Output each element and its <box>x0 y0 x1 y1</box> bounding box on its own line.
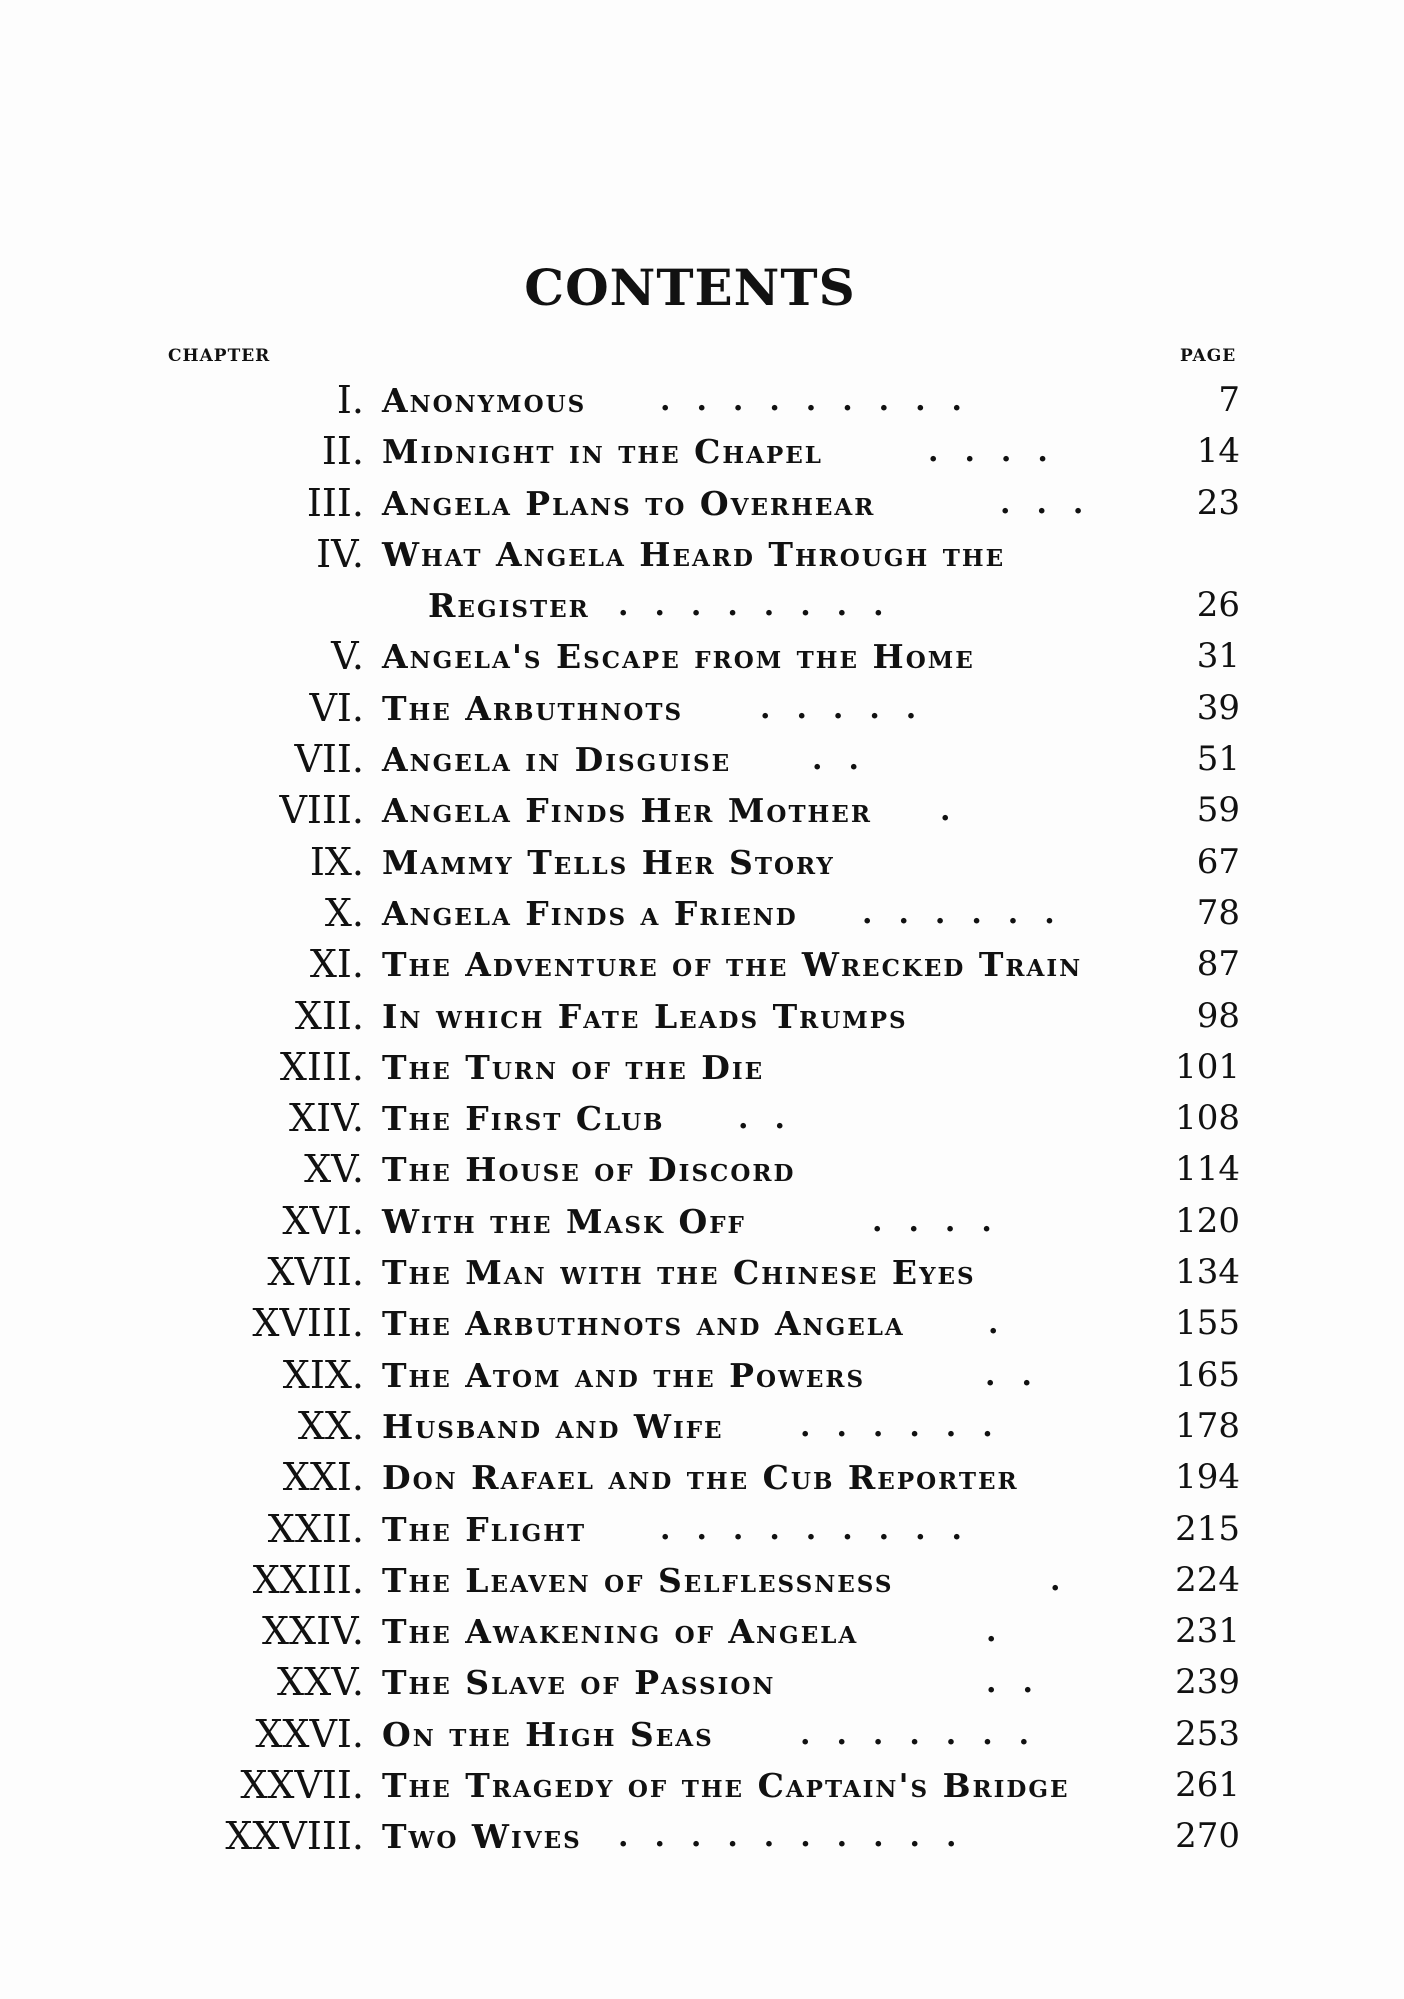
page-number: 23 <box>1196 482 1240 523</box>
chapter-title: The Atom and the Powers <box>382 1355 866 1395</box>
chapter-title: Register <box>428 586 590 626</box>
chapter-number: XXIII. <box>252 1557 364 1602</box>
page-number: 231 <box>1175 1611 1240 1652</box>
page-number: 155 <box>1175 1303 1240 1344</box>
toc-entry <box>0 1657 1404 1708</box>
page-number: 26 <box>1196 585 1240 626</box>
chapter-title: The Arbuthnots and Angela <box>382 1304 905 1344</box>
toc-entry <box>0 1350 1404 1401</box>
toc-entry <box>0 1555 1404 1606</box>
leader-dots: ........ <box>618 588 910 624</box>
toc-entry <box>0 888 1404 939</box>
leader-dots: . <box>1050 1562 1087 1598</box>
table-of-contents <box>0 375 1404 1863</box>
chapter-number: XIV. <box>289 1096 364 1141</box>
toc-entry <box>0 375 1404 426</box>
toc-entry <box>0 1196 1404 1247</box>
chapter-title: In which Fate Leads Trumps <box>382 996 908 1036</box>
page-number: 39 <box>1196 687 1240 728</box>
chapter-number: XVI. <box>282 1198 364 1243</box>
page-column-header: PAGE <box>1180 346 1237 366</box>
toc-entry <box>0 939 1404 990</box>
chapter-number: VII. <box>294 737 364 782</box>
leader-dots: . <box>986 1614 1023 1650</box>
chapter-number: XV. <box>304 1147 364 1192</box>
leader-dots: . <box>940 793 977 829</box>
page-number: 7 <box>1218 380 1240 420</box>
chapter-number: XI. <box>309 942 364 987</box>
leader-dots: ....... <box>800 1716 1056 1752</box>
page-number: 215 <box>1175 1508 1240 1549</box>
chapter-title: The House of Discord <box>382 1150 796 1190</box>
leader-dots: . <box>988 1306 1025 1342</box>
chapter-number: XXIV. <box>262 1609 364 1654</box>
leader-dots: .... <box>928 434 1074 470</box>
toc-entry <box>0 1452 1404 1503</box>
leader-dots: ..... <box>760 690 943 726</box>
page-number: 67 <box>1196 841 1240 882</box>
chapter-number: XIX. <box>282 1352 364 1397</box>
page-number: 114 <box>1175 1149 1240 1190</box>
page-number: 194 <box>1175 1457 1240 1498</box>
page-number: 59 <box>1196 790 1240 831</box>
chapter-number: XVIII. <box>252 1301 364 1346</box>
toc-entry <box>0 529 1404 580</box>
toc-entry <box>0 991 1404 1042</box>
toc-entry <box>0 1042 1404 1093</box>
page-title: CONTENTS <box>524 258 856 317</box>
chapter-column-header: CHAPTER <box>168 346 271 366</box>
toc-entry <box>0 1247 1404 1298</box>
toc-entry <box>0 631 1404 682</box>
chapter-title: Don Rafael and the Cub Reporter <box>382 1458 1019 1498</box>
chapter-title: Anonymous <box>382 381 587 420</box>
toc-entry <box>0 478 1404 529</box>
leader-dots: .... <box>872 1203 1018 1239</box>
chapter-title: Two Wives <box>382 1817 582 1857</box>
page-number: 14 <box>1196 431 1240 472</box>
chapter-number: VI. <box>309 685 364 730</box>
chapter-title: The Arbuthnots <box>382 688 684 728</box>
leader-dots: .. <box>985 1357 1058 1393</box>
page-number: 239 <box>1175 1662 1240 1703</box>
toc-entry <box>0 1709 1404 1760</box>
chapter-number: IV. <box>316 531 364 576</box>
chapter-number: XXVI. <box>255 1711 364 1756</box>
page-number: 101 <box>1175 1046 1240 1087</box>
chapter-title: The Slave of Passion <box>382 1663 776 1703</box>
page-number: 108 <box>1175 1098 1240 1139</box>
chapter-title: The Flight <box>382 1509 587 1549</box>
chapter-number: XVII. <box>267 1250 364 1295</box>
page-number: 98 <box>1196 995 1240 1036</box>
chapter-title: The Awakening of Angela <box>382 1612 859 1652</box>
toc-entry <box>0 426 1404 477</box>
toc-entry <box>0 1504 1404 1555</box>
chapter-number: XXV. <box>277 1660 364 1705</box>
page-number: 165 <box>1175 1354 1240 1395</box>
leader-dots: .. <box>986 1665 1059 1701</box>
leader-dots: ......... <box>660 383 988 418</box>
chapter-title: The First Club <box>382 1099 665 1139</box>
chapter-number: I. <box>336 378 364 422</box>
chapter-title: Angela's Escape from the Home <box>382 637 975 677</box>
toc-entry <box>0 785 1404 836</box>
toc-entry <box>0 1144 1404 1195</box>
chapter-title: Mammy Tells Her Story <box>382 842 835 882</box>
chapter-number: XXVII. <box>240 1763 364 1808</box>
chapter-number: XXII. <box>267 1506 364 1551</box>
chapter-number: XIII. <box>279 1044 364 1089</box>
toc-entry <box>0 1298 1404 1349</box>
page-number: 87 <box>1196 944 1240 985</box>
page-number: 261 <box>1175 1765 1240 1806</box>
page-number: 78 <box>1196 892 1240 933</box>
chapter-number: XXI. <box>282 1455 364 1500</box>
leader-dots: .......... <box>618 1819 983 1855</box>
chapter-number: XII. <box>294 993 364 1038</box>
leader-dots: .. <box>738 1101 811 1137</box>
toc-entry <box>0 1760 1404 1811</box>
page-number: 178 <box>1175 1405 1240 1446</box>
chapter-title: On the High Seas <box>382 1714 714 1754</box>
leader-dots: ... <box>1000 485 1110 521</box>
chapter-title: What Angela Heard Through the <box>382 534 1006 574</box>
chapter-number: X. <box>324 890 364 935</box>
chapter-title: The Man with the Chinese Eyes <box>382 1253 976 1293</box>
leader-dots: .. <box>812 742 885 778</box>
page-number: 31 <box>1196 636 1240 677</box>
toc-entry <box>0 683 1404 734</box>
chapter-title: The Leaven of Selflessness <box>382 1560 894 1600</box>
toc-entry <box>0 1093 1404 1144</box>
toc-entry <box>0 1401 1404 1452</box>
page-number: 120 <box>1175 1200 1240 1241</box>
toc-entry <box>0 1811 1404 1862</box>
chapter-title: Midnight in the Chapel <box>382 432 823 472</box>
page-number: 224 <box>1175 1559 1240 1600</box>
chapter-title: Angela Finds a Friend <box>382 893 798 933</box>
chapter-title: Angela Finds Her Mother <box>382 791 872 831</box>
page-number: 51 <box>1196 739 1240 780</box>
chapter-title: Angela Plans to Overhear <box>382 483 876 523</box>
page-number: 253 <box>1175 1713 1240 1754</box>
chapter-title: The Turn of the Die <box>382 1047 765 1087</box>
chapter-number: IX. <box>309 839 364 884</box>
chapter-title: Husband and Wife <box>382 1406 724 1446</box>
chapter-number: XX. <box>297 1403 364 1448</box>
chapter-title: The Adventure of the Wrecked Train <box>382 945 1083 985</box>
leader-dots: ...... <box>862 895 1081 931</box>
toc-entry <box>0 580 1404 631</box>
toc-entry <box>0 1606 1404 1657</box>
toc-entry <box>0 734 1404 785</box>
chapter-number: III. <box>306 480 364 525</box>
chapter-title: The Tragedy of the Captain's Bridge <box>382 1766 1070 1806</box>
leader-dots: ......... <box>660 1511 988 1547</box>
chapter-number: V. <box>331 634 364 679</box>
page-number: 134 <box>1175 1252 1240 1293</box>
chapter-number: II. <box>321 429 364 474</box>
chapter-title: With the Mask Off <box>382 1201 746 1241</box>
page-number: 270 <box>1175 1816 1240 1857</box>
leader-dots: ...... <box>800 1408 1019 1444</box>
chapter-number: VIII. <box>279 788 364 833</box>
chapter-number: XXVIII. <box>225 1814 364 1859</box>
toc-entry <box>0 837 1404 888</box>
chapter-title: Angela in Disguise <box>382 740 732 780</box>
